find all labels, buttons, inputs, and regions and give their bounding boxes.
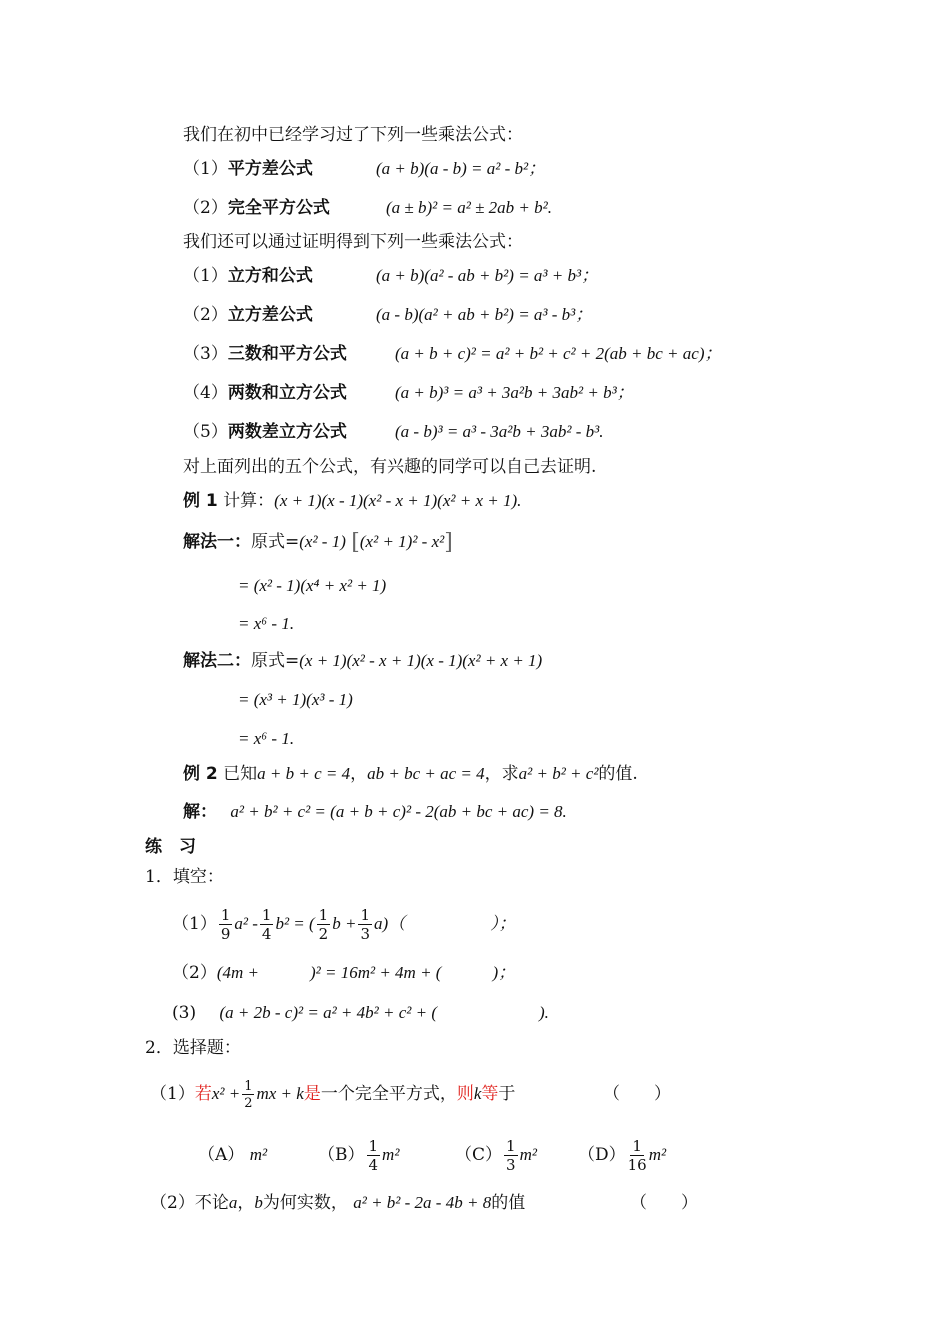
solution-expr: a² + b² + c² = (a + b + c)² - 2(ab + bc + ac) = 8.: [230, 802, 567, 821]
formula-number: （1）: [183, 159, 228, 179]
formula-expr: (a + b)(a - b) = a² - b²；: [376, 159, 546, 178]
solution-1-line-1: [183, 531, 453, 554]
option-label: （A）: [198, 1145, 245, 1165]
expr-part: b² = (: [275, 914, 315, 933]
intro-line-1: 我们在初中已经学习过了下列一些乘法公式：: [183, 125, 523, 145]
part-number: （1）: [150, 1084, 195, 1104]
solution-prefix: 原式=: [251, 532, 300, 552]
highlight-text: 则: [456, 1084, 474, 1104]
option-expr: m²: [382, 1145, 400, 1164]
fraction: $\frac{1}{16}$: [627, 1136, 647, 1174]
example-label: 例 2: [183, 764, 218, 784]
expr-part: x² +: [211, 1084, 241, 1103]
variable: k: [473, 1084, 482, 1103]
fraction: $\frac{1}{4}$: [261, 905, 272, 943]
answer-paren[interactable]: （ ）: [630, 1193, 698, 1213]
question-text: 为何实数，: [262, 1193, 348, 1213]
answer-paren[interactable]: （ ）: [603, 1084, 671, 1104]
solution-3: [183, 801, 567, 823]
solution-2-line-1: [183, 650, 542, 672]
part-number: （2）: [172, 963, 217, 983]
formula-name: 平方差公式: [227, 159, 313, 179]
solution-label: 解法二：: [183, 651, 251, 671]
solution-1-line-3: = x⁶ - 1.: [238, 614, 295, 633]
formula-expr: (a - b)(a² + ab + b²) = a³ - b³；: [376, 305, 593, 324]
question-2-part-2: [150, 1192, 698, 1214]
expr-part: a² -: [234, 914, 258, 933]
expr-part: b +: [332, 914, 357, 933]
option-expr: m²: [249, 1145, 268, 1164]
example-expr: (x + 1)(x - 1)(x² - x + 1)(x² + x + 1).: [274, 491, 522, 510]
bracket-open: [: [351, 530, 360, 555]
intro-line-2: 我们还可以通过证明得到下列一些乘法公式：: [183, 232, 523, 252]
formula-diff-squares: [183, 158, 546, 180]
question-text: 一个完全平方式，: [320, 1084, 457, 1104]
option-b[interactable]: [318, 1133, 399, 1177]
condition-1: a + b + c = 4: [257, 764, 351, 783]
solution-2-line-3: = x⁶ - 1.: [238, 729, 295, 748]
question-1-title: 1．填空：: [145, 867, 224, 887]
formula-number: （5）: [183, 422, 228, 442]
separator: ，: [237, 1193, 255, 1213]
question-1-part-3: [172, 1002, 549, 1024]
question-expr: a² + b² - 2a - 4b + 8: [353, 1193, 492, 1212]
example-text: 的值.: [598, 764, 638, 784]
bracket-close: ]: [444, 530, 453, 555]
option-label: （C）: [455, 1145, 503, 1165]
formula-sum-cube: [183, 382, 634, 404]
fraction: $\frac{1}{2}$: [318, 905, 329, 943]
question-text: 于: [498, 1084, 516, 1104]
formula-name: 两数差立方公式: [227, 422, 347, 442]
question-1-part-1: [172, 902, 516, 946]
question-text: 不论: [194, 1193, 229, 1213]
option-expr: m²: [519, 1145, 537, 1164]
formula-cube-sum: [183, 265, 599, 287]
separator: ，: [350, 764, 368, 784]
fraction: $\frac{1}{3}$: [360, 905, 370, 943]
formula-name: 三数和平方公式: [227, 344, 347, 364]
example-1: [183, 490, 521, 512]
example-label: 例 1: [183, 491, 218, 511]
formula-number: （3）: [183, 344, 228, 364]
formula-expr: (a + b)³ = a³ + 3a²b + 3ab² + b³；: [395, 383, 634, 402]
solution-expr-b: (x² + 1)² - x²: [359, 532, 445, 551]
option-expr: m²: [648, 1145, 667, 1164]
question-1-part-2: [172, 962, 515, 984]
option-label: （B）: [318, 1145, 365, 1165]
example-2: [183, 763, 638, 785]
fraction: $\frac{1}{2}$: [244, 1078, 253, 1111]
solution-2-line-2: = (x³ + 1)(x³ - 1): [238, 690, 353, 709]
solution-label: 解：: [183, 802, 217, 822]
highlight-text: 若: [194, 1084, 212, 1104]
part-number: （2）: [150, 1193, 195, 1213]
variable: a: [228, 1193, 238, 1212]
note-text: 对上面列出的五个公式，有兴趣的同学可以自己去证明.: [183, 457, 597, 477]
formula-name: 两数和立方公式: [227, 383, 347, 403]
blank-answer[interactable]: (a + 2b - c)² = a² + 4b² + c² + ( ).: [219, 1003, 549, 1022]
formula-number: （2）: [183, 305, 228, 325]
expr-part: mx + k: [256, 1084, 304, 1103]
formula-expr: (a ± b)² = a² ± 2ab + b².: [386, 198, 552, 217]
solution-label: 解法一：: [183, 532, 251, 552]
condition-2: ab + bc + ac = 4: [367, 764, 485, 783]
option-d[interactable]: [578, 1133, 666, 1177]
solution-expr-a: (x² - 1): [299, 532, 346, 551]
variable: b: [254, 1193, 263, 1212]
formula-name: 立方差公式: [227, 305, 313, 325]
example-text: ，求: [484, 764, 519, 784]
fraction: $\frac{1}{9}$: [220, 905, 231, 943]
blank-answer[interactable]: (4m + )² = 16m² + 4m + ( )；: [216, 963, 516, 982]
formula-number: （4）: [183, 383, 228, 403]
example-prompt: 计算：: [223, 491, 275, 511]
formula-expr: (a + b)(a² - ab + b²) = a³ + b³；: [376, 266, 599, 285]
option-a[interactable]: [198, 1133, 267, 1177]
fraction: $\frac{1}{3}$: [506, 1136, 516, 1174]
formula-number: （2）: [183, 198, 228, 218]
highlight-text: 是: [303, 1084, 321, 1104]
option-label: （D）: [578, 1145, 626, 1165]
practice-heading: 练 习: [145, 837, 196, 857]
formula-name: 立方和公式: [227, 266, 313, 286]
formula-diff-cube: [183, 421, 604, 443]
example-text: 已知: [223, 764, 258, 784]
question-2-title: 2．选择题：: [145, 1038, 241, 1058]
solution-1-line-2: = (x² - 1)(x⁴ + x² + 1): [238, 576, 387, 595]
formula-name: 完全平方公式: [227, 198, 330, 218]
fraction: $\frac{1}{4}$: [368, 1136, 379, 1174]
part-number: (3): [172, 1003, 197, 1023]
part-number: （1）: [172, 914, 217, 934]
solution-prefix: 原式=: [251, 651, 300, 671]
formula-expr: (a + b + c)² = a² + b² + c² + 2(ab + bc + ac)；: [395, 344, 722, 363]
formula-number: （1）: [183, 266, 228, 286]
formula-expr: (a - b)³ = a³ - 3a²b + 3ab² - b³.: [395, 422, 604, 441]
option-c[interactable]: [455, 1133, 537, 1177]
question-text: 的值: [491, 1193, 526, 1213]
question-2-part-1: [150, 1072, 671, 1116]
formula-perfect-square: [183, 197, 552, 219]
target-expr: a² + b² + c²: [518, 764, 599, 783]
highlight-text: 等: [481, 1084, 499, 1104]
formula-three-square: [183, 343, 722, 365]
blank-answer[interactable]: a)（ ）；: [374, 914, 516, 933]
formula-cube-diff: [183, 304, 593, 326]
solution-expr: (x + 1)(x² - x + 1)(x - 1)(x² + x + 1): [299, 651, 543, 670]
